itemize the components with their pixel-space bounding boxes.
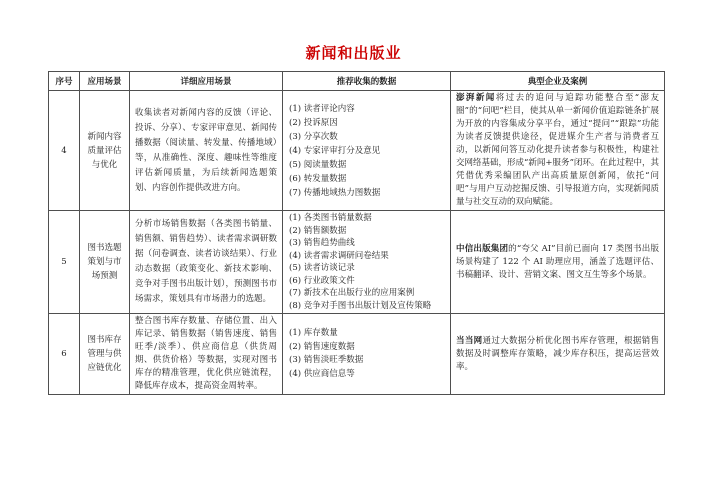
data-item: (7) 新技术在出版行业的应用案例 [289, 288, 415, 298]
table-row [49, 314, 665, 395]
data-list-cell [283, 314, 451, 395]
data-item: (2) 投诉原因 [289, 117, 338, 128]
table-row [49, 211, 665, 314]
detail-cell: 收集读者对新闻内容的反馈（评论、投诉、分享）、专家评审意见、新闻传播数据（阅读量、转发量、传播地域）等，从准确性、深度、趣味性等维度评估新闻质量，为后续新闻选题策划、内容创作提供改进方向。 [130, 91, 283, 211]
data-list-cell [283, 91, 451, 211]
case-cell [451, 314, 665, 395]
col-header-detail: 详细应用场景 [130, 72, 283, 91]
company-name: 澎湃新闻 [456, 93, 496, 103]
table-row [49, 91, 665, 211]
data-item: (4) 专家评审打分及意见 [289, 145, 381, 156]
case-cell [451, 211, 665, 314]
case-cell [451, 91, 665, 211]
data-item: (2) 销售速度数据 [289, 341, 355, 352]
company-name: 当当网 [456, 335, 483, 346]
case-text: 的“夸父 AI”目前已面向 17 类图书出版场景构建了 122 个 AI 助理应用，涵盖了选题评估、书稿翻译、设计、营销文案、图文互生等多个场景。 [456, 243, 659, 280]
col-header-case: 典型企业及案例 [451, 72, 665, 91]
data-item: (1) 读者评论内容 [289, 103, 355, 114]
data-item: (8) 竞争对手图书出版计划及宣传策略 [289, 300, 432, 311]
company-name: 中信出版集团 [456, 243, 509, 254]
scenario-cell: 图书选题策划与市场预测 [80, 211, 130, 314]
data-list-cell [283, 211, 451, 314]
data-item: (2) 销售额数据 [289, 225, 347, 236]
data-item: (1) 库存数量 [289, 328, 338, 338]
detail-cell: 整合图书库存数量、存储位置、出入库记录、销售数据（销售速度、销售旺季/淡季）、供应商信息（供货周期、供货价格）等数据，实现对图书库存的精准管理，优化供应链流程，降低库存成本，提高资金周转率。 [130, 314, 283, 395]
data-item: (6) 转发量数据 [289, 173, 347, 184]
industry-scenarios-table [48, 71, 665, 395]
data-item: (3) 销售趋势曲线 [289, 238, 355, 248]
data-item: (3) 分享次数 [289, 131, 338, 142]
data-item: (3) 销售淡旺季数据 [289, 355, 364, 365]
case-text: 通过大数据分析优化图书库存管理，根据销售数据及时调整库存策略，减少库存积压，提高运营效率。 [456, 335, 659, 372]
data-item: (4) 读者需求调研问卷结果 [289, 250, 389, 261]
col-header-index: 序号 [49, 72, 80, 91]
data-item: (7) 传播地域热力图数据 [289, 187, 381, 198]
data-item: (5) 阅读量数据 [289, 159, 347, 170]
scenario-cell: 新闻内容质量评估与优化 [80, 91, 130, 211]
case-text: 将过去的追问与追踪功能整合至“澎友圈”的“问吧”栏目，使其从单一新闻价值追踪链条扩展为开放的内容集成分享平台，通过“提问”“跟踪”功能为读者反馈提供途径，促进媒介生产者与消费者互动，以新闻问答互动化提升读者参与积极性，构建社交网络基础，形成“新闻+服务”闭环。在此过程中，其凭借优秀采编团队产出高质量原创新闻，依托“问吧”与用户互动挖掘反馈、引导报道方向，实现新闻质量与社交互动的双向赋能。 [456, 93, 659, 207]
data-item: (4) 供应商信息等 [289, 368, 355, 379]
page-title: 新闻和出版业 [305, 44, 402, 62]
row-index: 5 [49, 211, 80, 314]
detail-cell: 分析市场销售数据（各类图书销量、销售额、销售趋势）、读者需求调研数据（问卷调查、读者访谈结果）、行业动态数据（政策变化、新技术影响、竞争对手图书出版计划），预测图书市场需求，策划具有市场潜力的选题。 [130, 211, 283, 314]
col-header-scenario: 应用场景 [80, 72, 130, 91]
col-header-data: 推荐收集的数据 [283, 72, 451, 91]
data-item: (6) 行业政策文件 [289, 275, 355, 286]
header-row [49, 72, 665, 91]
row-index: 4 [49, 91, 80, 211]
scenario-cell: 图书库存管理与供应链优化 [80, 314, 130, 395]
row-index: 6 [49, 314, 80, 395]
data-item: (5) 读者访谈记录 [289, 263, 355, 273]
data-item: (1) 各类图书销量数据 [289, 213, 372, 223]
